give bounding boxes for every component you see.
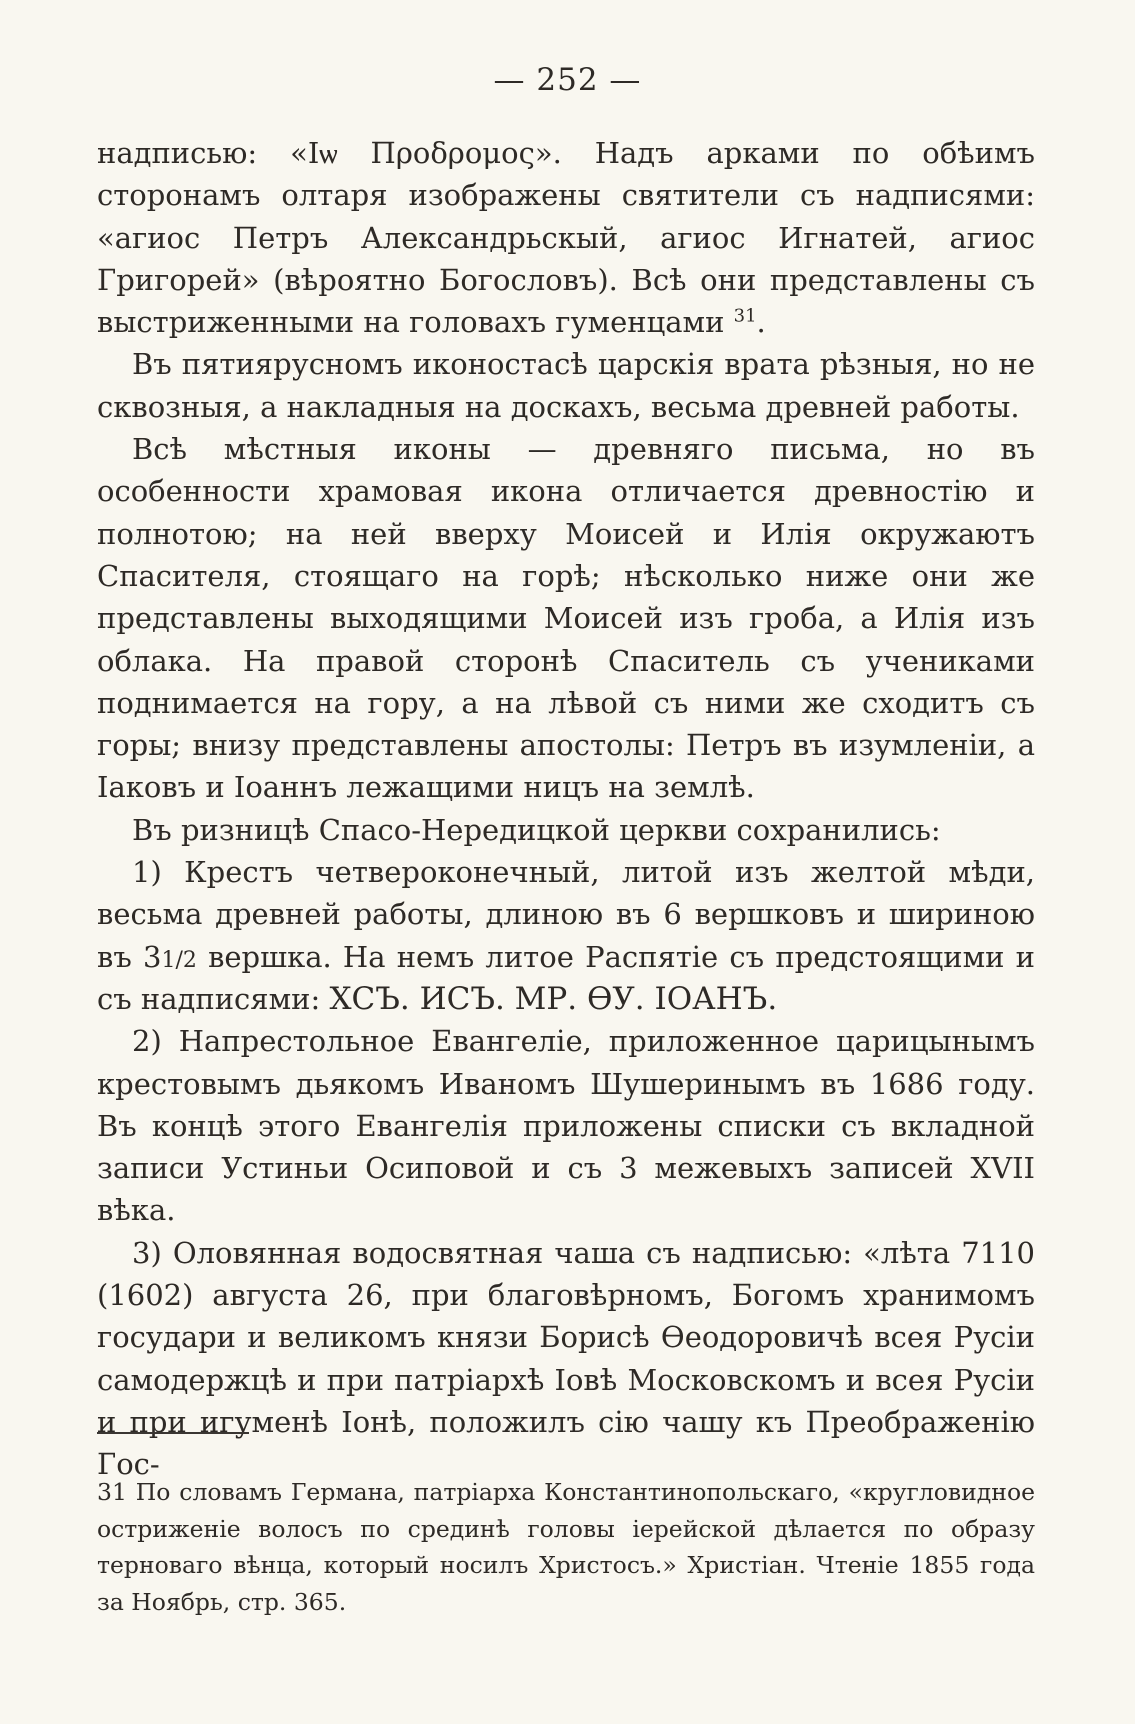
footnotes xyxy=(97,1474,1035,1620)
paragraph-1-tail: . xyxy=(756,305,766,340)
paragraph-6: 2) Напрестольное Евангеліе, приложенное царицынымъ крестовымъ дьякомъ Иваномъ Шушеринымъ въ 1686 году. Въ концѣ этого Евангелія приложены списки съ вкладной записи Устиньи Осиповой и съ 3 межевыхъ записей XVII вѣка. xyxy=(97,1024,1035,1228)
paragraph-1 xyxy=(97,132,1035,343)
main-text xyxy=(97,132,1035,1486)
paragraph-2: Въ пятиярусномъ иконостасѣ царскія врата рѣзныя, но не сквозныя, а накладныя на доскахъ, весьма древней работы. xyxy=(97,347,1035,424)
footnote-31: 31 По словамъ Германа, патріарха Константинопольскаго, «кругловидное остриженіе волосъ по срединѣ головы іерейской дѣлается по образу терноваго вѣнца, который носилъ Христосъ.» Христіан. Чтеніе 1855 года за Ноябрь, стр. 365. xyxy=(97,1478,1035,1616)
footnote-divider xyxy=(97,1432,249,1434)
paragraph-5 xyxy=(97,851,1035,1020)
paragraph-4: Въ ризницѣ Спасо-Нередицкой церкви сохранились: xyxy=(132,812,941,847)
paragraph-1-text: надписью: «Іѡ Προδρομος». Надъ арками по обѣимъ сторонамъ олтаря изображены святители съ надписями: «агиос Петръ Александрьскый, агиос Игнатей, агиос Григорей» (вѣроятно Богословъ). Всѣ они представлены съ выстриженными на головахъ гуменцами xyxy=(97,136,1035,340)
paragraph-5-text-2: вершка. На немъ литое Распятіе съ предстоящими и съ надписями: xyxy=(97,939,1035,1016)
paragraph-7: 3) Оловянная водосвятная чаша съ надписью: «лѣта 7110 (1602) августа 26, при благовѣрномъ, Богомъ хранимомъ государи и великомъ князи Борисѣ Ѳеодоровичѣ всея Русіи самодержцѣ и при патріархѣ Іовѣ Московскомъ и всея Русіи и при игуменѣ Іонѣ, положилъ сію чашу къ Преображенію Гос- xyxy=(97,1235,1035,1482)
fraction-one-half: 1/2 xyxy=(161,947,197,973)
page-number: — 252 — xyxy=(493,62,642,98)
paragraph-5-text: 1) Крестъ четвероконечный, литой изъ желтой мѣди, весьма древней работы, длиною въ 6 вершковъ и шириною въ 3 xyxy=(97,855,1035,974)
paragraph-3: Всѣ мѣстныя иконы — древняго письма, но въ особенности храмовая икона отличается древностію и полнотою; на ней вверху Моисей и Илія окружаютъ Спасителя, стоящаго на горѣ; нѣсколько ниже они же представлены выходящими Моисей изъ гроба, а Илія изъ облака. На правой сторонѣ Спаситель съ учениками поднимается на гору, а на лѣвой съ ними же сходитъ съ горы; внизу представлены апостолы: Петръ въ изумленіи, а Іаковъ и Іоаннъ лежащими ницъ на землѣ. xyxy=(97,432,1035,805)
footnote-reference[interactable]: 31 xyxy=(733,305,757,327)
inscription: ХСЪ. ИСЪ. МР. ѲУ. ІОАНЪ. xyxy=(329,980,778,1017)
